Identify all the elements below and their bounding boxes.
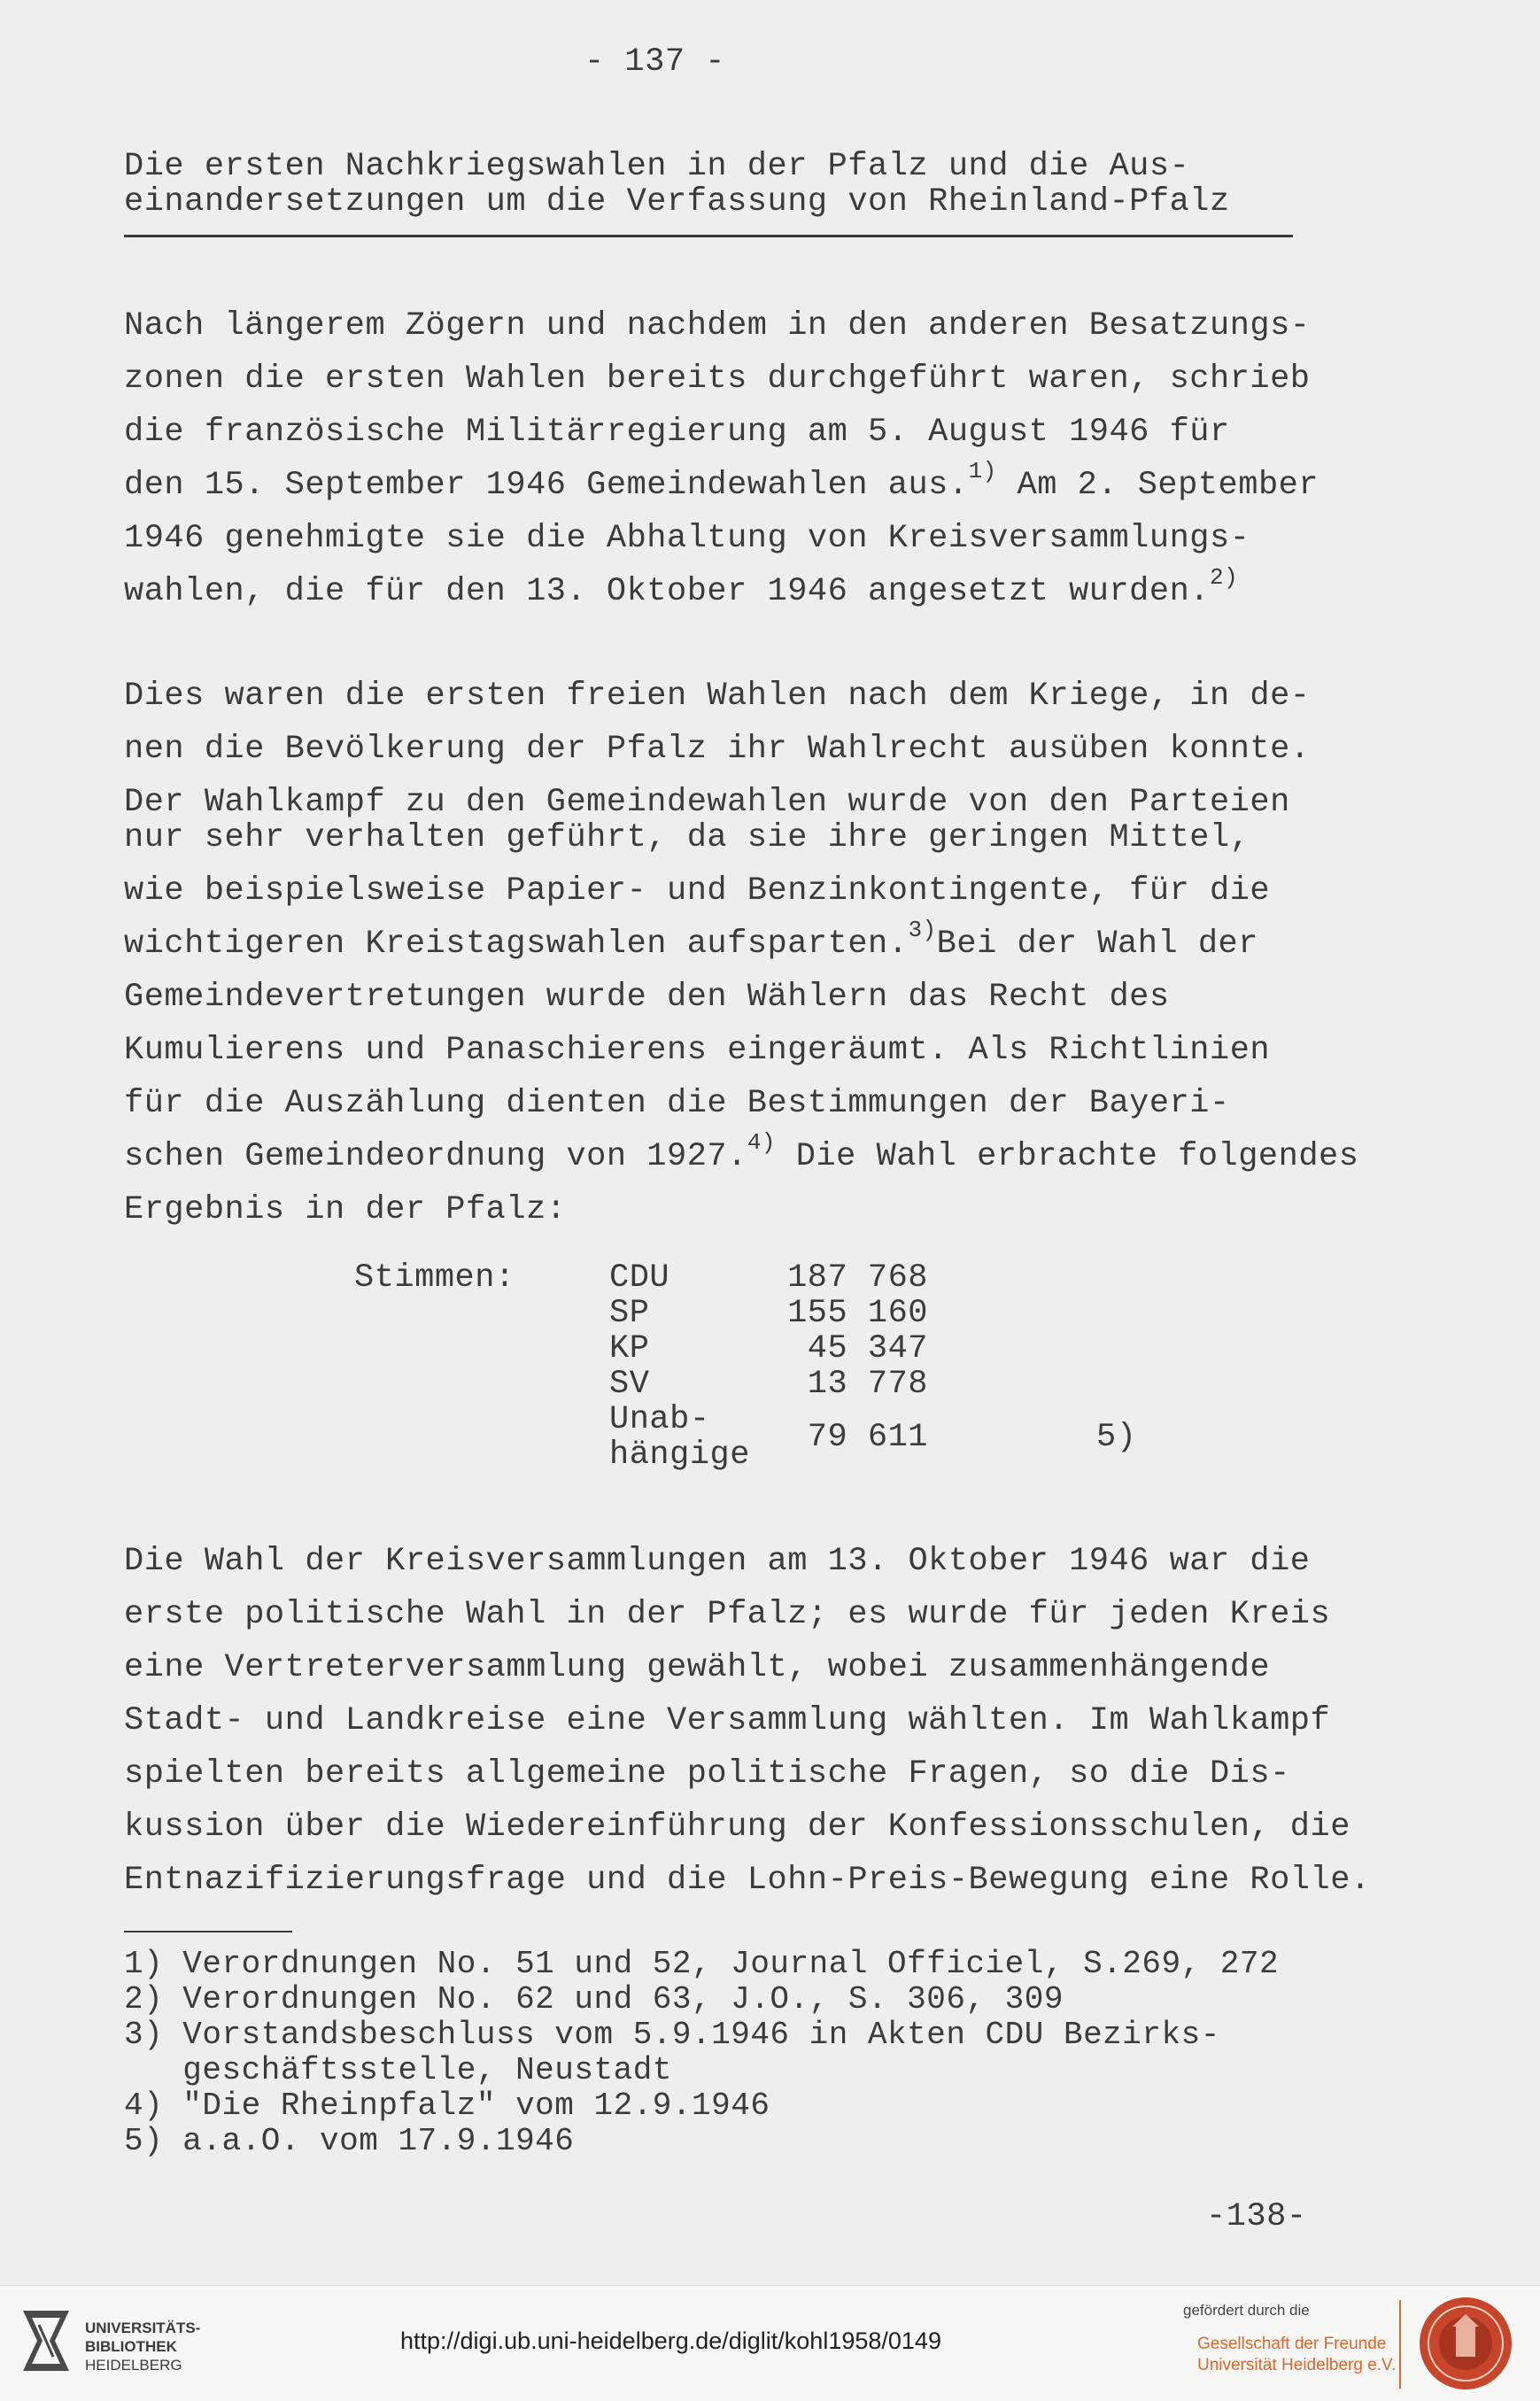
- footnote: 2) Verordnungen No. 62 und 63, J.O., S. 306, 309: [124, 1981, 1064, 2018]
- library-logo-icon: [19, 2305, 73, 2376]
- party-name: hängige: [609, 1437, 750, 1474]
- title-line-1: Die ersten Nachkriegswahlen in der Pfalz und die Aus-: [124, 148, 1190, 185]
- footnote-separator: [124, 1931, 292, 1932]
- para2-line: für die Auszählung dienten die Bestimmungen der Bayeri-: [124, 1085, 1230, 1122]
- para2-line: Der Wahlkampf zu den Gemeindewahlen wurde von den Parteien: [124, 784, 1290, 821]
- para2-line: nur sehr verhalten geführt, da sie ihre geringen Mittel,: [124, 819, 1250, 856]
- university-seal-icon: [1417, 2295, 1514, 2392]
- para2-line: Ergebnis in der Pfalz:: [124, 1191, 567, 1228]
- next-page-marker: -138-: [1206, 2198, 1307, 2235]
- results-label: Stimmen:: [354, 1259, 515, 1297]
- university-seal: [1417, 2295, 1514, 2392]
- para3-line: Stadt- und Landkreise eine Versammlung wählten. Im Wahlkampf: [124, 1702, 1331, 1739]
- party-name: Unab-: [609, 1401, 710, 1438]
- sponsor-name: Gesellschaft der Freunde Universität Heidelberg e.V.: [1197, 2335, 1397, 2374]
- footnote-ref: 3): [908, 917, 937, 943]
- para2-line: Kumulierens und Panaschierens eingeräumt. Als Richtlinien: [124, 1032, 1271, 1069]
- vote-count: 187 768: [787, 1259, 928, 1297]
- page-number: - 137 -: [584, 43, 725, 81]
- vote-count: 79 611: [807, 1419, 928, 1456]
- para1-line: die französische Militärregierung am 5. August 1946 für: [124, 414, 1230, 451]
- para1-line: 1946 genehmigte sie die Abhaltung von Kreisversammlungs-: [124, 520, 1250, 557]
- footnote: geschäftsstelle, Neustadt: [124, 2052, 672, 2088]
- page-url-link[interactable]: http://digi.ub.uni-heidelberg.de/diglit/kohl1958/0149: [400, 2327, 941, 2354]
- party-name: SP: [609, 1295, 650, 1332]
- para3-line: spielten bereits allgemeine politische Fragen, so die Dis-: [124, 1755, 1290, 1793]
- para1-line: zonen die ersten Wahlen bereits durchgeführt waren, schrieb: [124, 360, 1311, 398]
- footnote-ref: 2): [1210, 564, 1239, 591]
- para3-line: Die Wahl der Kreisversammlungen am 13. Oktober 1946 war die: [124, 1543, 1311, 1580]
- footnote-ref: 4): [747, 1129, 777, 1156]
- para2-line: wie beispielsweise Papier- und Benzinkontingente, für die: [124, 872, 1271, 910]
- vote-count: 155 160: [787, 1295, 928, 1332]
- para2-line: schen Gemeindeordnung von 1927.$^{4)}$ Die Wahl erbrachte folgendes: [124, 1129, 1359, 1175]
- party-name: KP: [609, 1330, 650, 1367]
- party-name: SV: [609, 1366, 650, 1403]
- footnote-ref: 5): [1096, 1419, 1137, 1456]
- para1-line: Nach längerem Zögern und nachdem in den anderen Besatzungs-: [124, 307, 1311, 345]
- para3-line: erste politische Wahl in der Pfalz; es wurde für jeden Kreis: [124, 1596, 1331, 1633]
- para3-line: kussion über die Wiedereinführung der Konfessionsschulen, die: [124, 1808, 1350, 1846]
- sponsor-label: gefördert durch die: [1183, 2302, 1310, 2319]
- para2-line: wichtigeren Kreistagswahlen aufsparten.$^{3)}$Bei der Wahl der: [124, 917, 1258, 963]
- para2-line: Gemeindevertretungen wurde den Wählern das Recht des: [124, 979, 1170, 1016]
- footnote: 4) "Die Rheinpfalz" vom 12.9.1946: [124, 2087, 770, 2124]
- vote-count: 13 778: [807, 1366, 928, 1403]
- footnote-ref: 1): [968, 458, 997, 484]
- para1-line: den 15. September 1946 Gemeindewahlen aus.$^{1)}$ Am 2. September: [124, 458, 1319, 504]
- party-name: CDU: [609, 1259, 670, 1297]
- para2-line: nen die Bevölkerung der Pfalz ihr Wahlrecht ausüben konnte.: [124, 731, 1311, 768]
- title-line-2: einandersetzungen um die Verfassung von Rheinland-Pfalz: [124, 183, 1230, 221]
- para3-line: Entnazifizierungsfrage und die Lohn-Preis-Bewegung eine Rolle.: [124, 1862, 1371, 1899]
- title-underline: [124, 235, 1293, 237]
- footnote: 3) Vorstandsbeschluss vom 5.9.1946 in Akten CDU Bezirks-: [124, 2017, 1220, 2053]
- para1-line: wahlen, die für den 13. Oktober 1946 angesetzt wurden.$^{2)}$: [124, 564, 1239, 610]
- para3-line: eine Vertreterversammlung gewählt, wobei zusammenhängende: [124, 1649, 1271, 1686]
- footer-divider: [1399, 2300, 1401, 2389]
- vote-count: 45 347: [807, 1330, 928, 1367]
- footnote: 1) Verordnungen No. 51 und 52, Journal Officiel, S.269, 272: [124, 1946, 1280, 1982]
- para2-line: Dies waren die ersten freien Wahlen nach dem Kriege, in de-: [124, 678, 1311, 715]
- library-name: UNIVERSITÄTS- BIBLIOTHEK HEIDELBERG: [85, 2320, 201, 2374]
- library-logo: [19, 2305, 73, 2376]
- footnote: 5) a.a.O. vom 17.9.1946: [124, 2123, 575, 2159]
- footer-bar: [0, 2285, 1540, 2401]
